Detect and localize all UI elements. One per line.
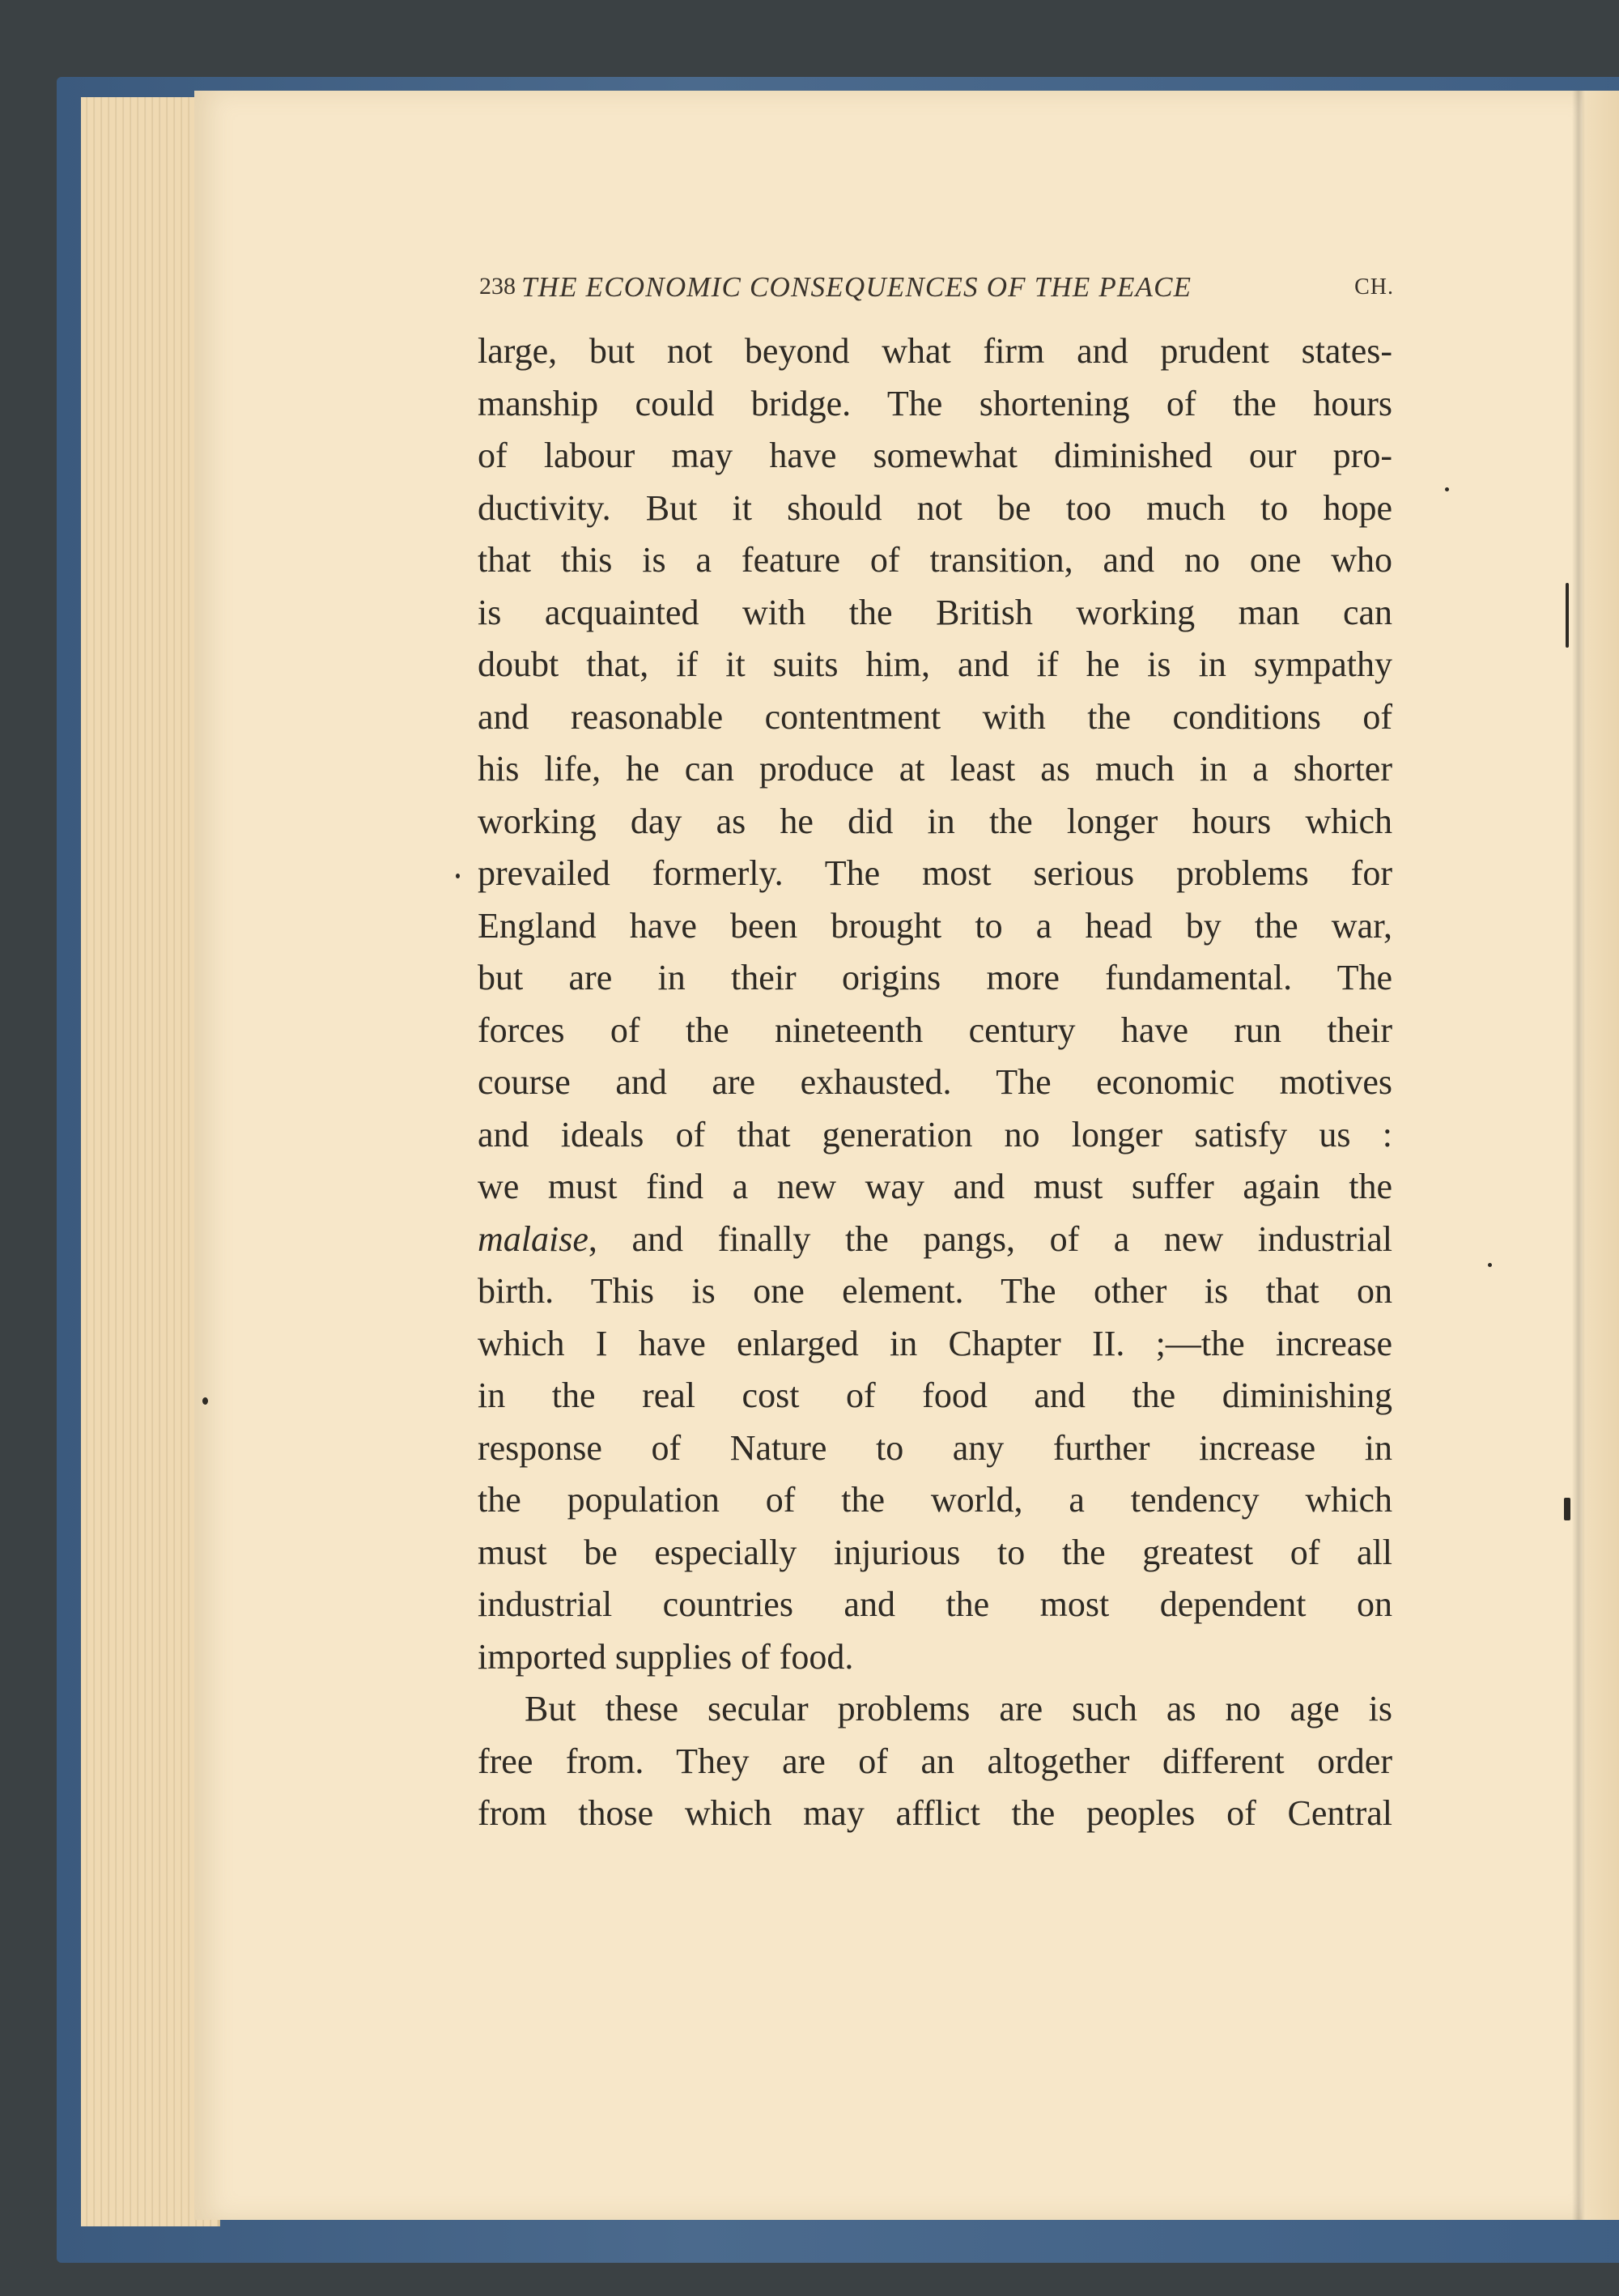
page-number: 238 — [479, 273, 516, 300]
text-line: working day as he did in the longer hours which — [478, 801, 1392, 841]
text-line: which I have enlarged in Chapter II. ;—the increase — [478, 1323, 1392, 1363]
running-title: THE ECONOMIC CONSEQUENCES OF THE PEACE — [521, 271, 1192, 303]
text-line: and ideals of that generation no longer satisfy us : — [478, 1114, 1392, 1154]
ink-speck — [1488, 1263, 1492, 1267]
text-line: England have been brought to a head by the war, — [478, 905, 1392, 946]
ink-speck — [202, 1397, 208, 1405]
text-line: manship could bridge. The shortening of the hours — [478, 383, 1392, 423]
text-line: response of Nature to any further increase in — [478, 1427, 1392, 1468]
text-line: imported supplies of food. — [478, 1636, 854, 1677]
text-line: prevailed formerly. The most serious problems for — [478, 853, 1392, 893]
body-text — [478, 325, 1392, 1840]
ink-speck — [456, 874, 460, 878]
text-line: the population of the world, a tendency which — [478, 1480, 1392, 1520]
ink-speck — [1564, 1498, 1570, 1520]
italic-term: malaise — [478, 1218, 589, 1259]
text-fragment: , and finally the pangs, of a new industrial — [588, 1218, 1392, 1259]
text-line: large, but not beyond what firm and prudent states- — [478, 331, 1392, 371]
text-line: forces of the nineteenth century have run their — [478, 1010, 1392, 1050]
ink-speck — [1445, 487, 1449, 491]
running-header — [479, 270, 1394, 310]
text-line: in the real cost of food and the diminishing — [478, 1375, 1392, 1415]
text-line: from those which may afflict the peoples of Central — [478, 1793, 1392, 1833]
text-line: free from. They are of an altogether different order — [478, 1741, 1392, 1781]
text-line: But these secular problems are such as no age is — [525, 1689, 1392, 1728]
text-line: must be especially injurious to the greatest of all — [478, 1532, 1392, 1572]
text-line: that this is a feature of transition, and no one who — [478, 540, 1392, 580]
text-line: course and are exhausted. The economic motives — [478, 1062, 1392, 1102]
text-line: ductivity. But it should not be too much to hope — [478, 487, 1392, 528]
ink-speck — [1566, 583, 1569, 648]
text-line: birth. This is one element. The other is that on — [478, 1271, 1392, 1311]
text-line: doubt that, if it suits him, and if he is in sympathy — [478, 644, 1392, 684]
text-line: we must find a new way and must suffer again the — [478, 1167, 1392, 1206]
page-gutter — [1572, 91, 1585, 2220]
facing-page-edge — [1583, 91, 1619, 2220]
text-line: his life, he can produce at least as much in a shorter — [478, 749, 1392, 789]
chapter-mark: CH. — [1354, 274, 1394, 300]
text-line: is acquainted with the British working man can — [478, 592, 1392, 632]
text-line — [478, 1214, 1392, 1266]
text-line: of labour may have somewhat diminished our pro- — [478, 436, 1392, 475]
text-line: industrial countries and the most dependent on — [478, 1584, 1392, 1624]
text-line: but are in their origins more fundamental. The — [478, 958, 1392, 997]
text-line: and reasonable contentment with the conditions of — [478, 696, 1392, 737]
